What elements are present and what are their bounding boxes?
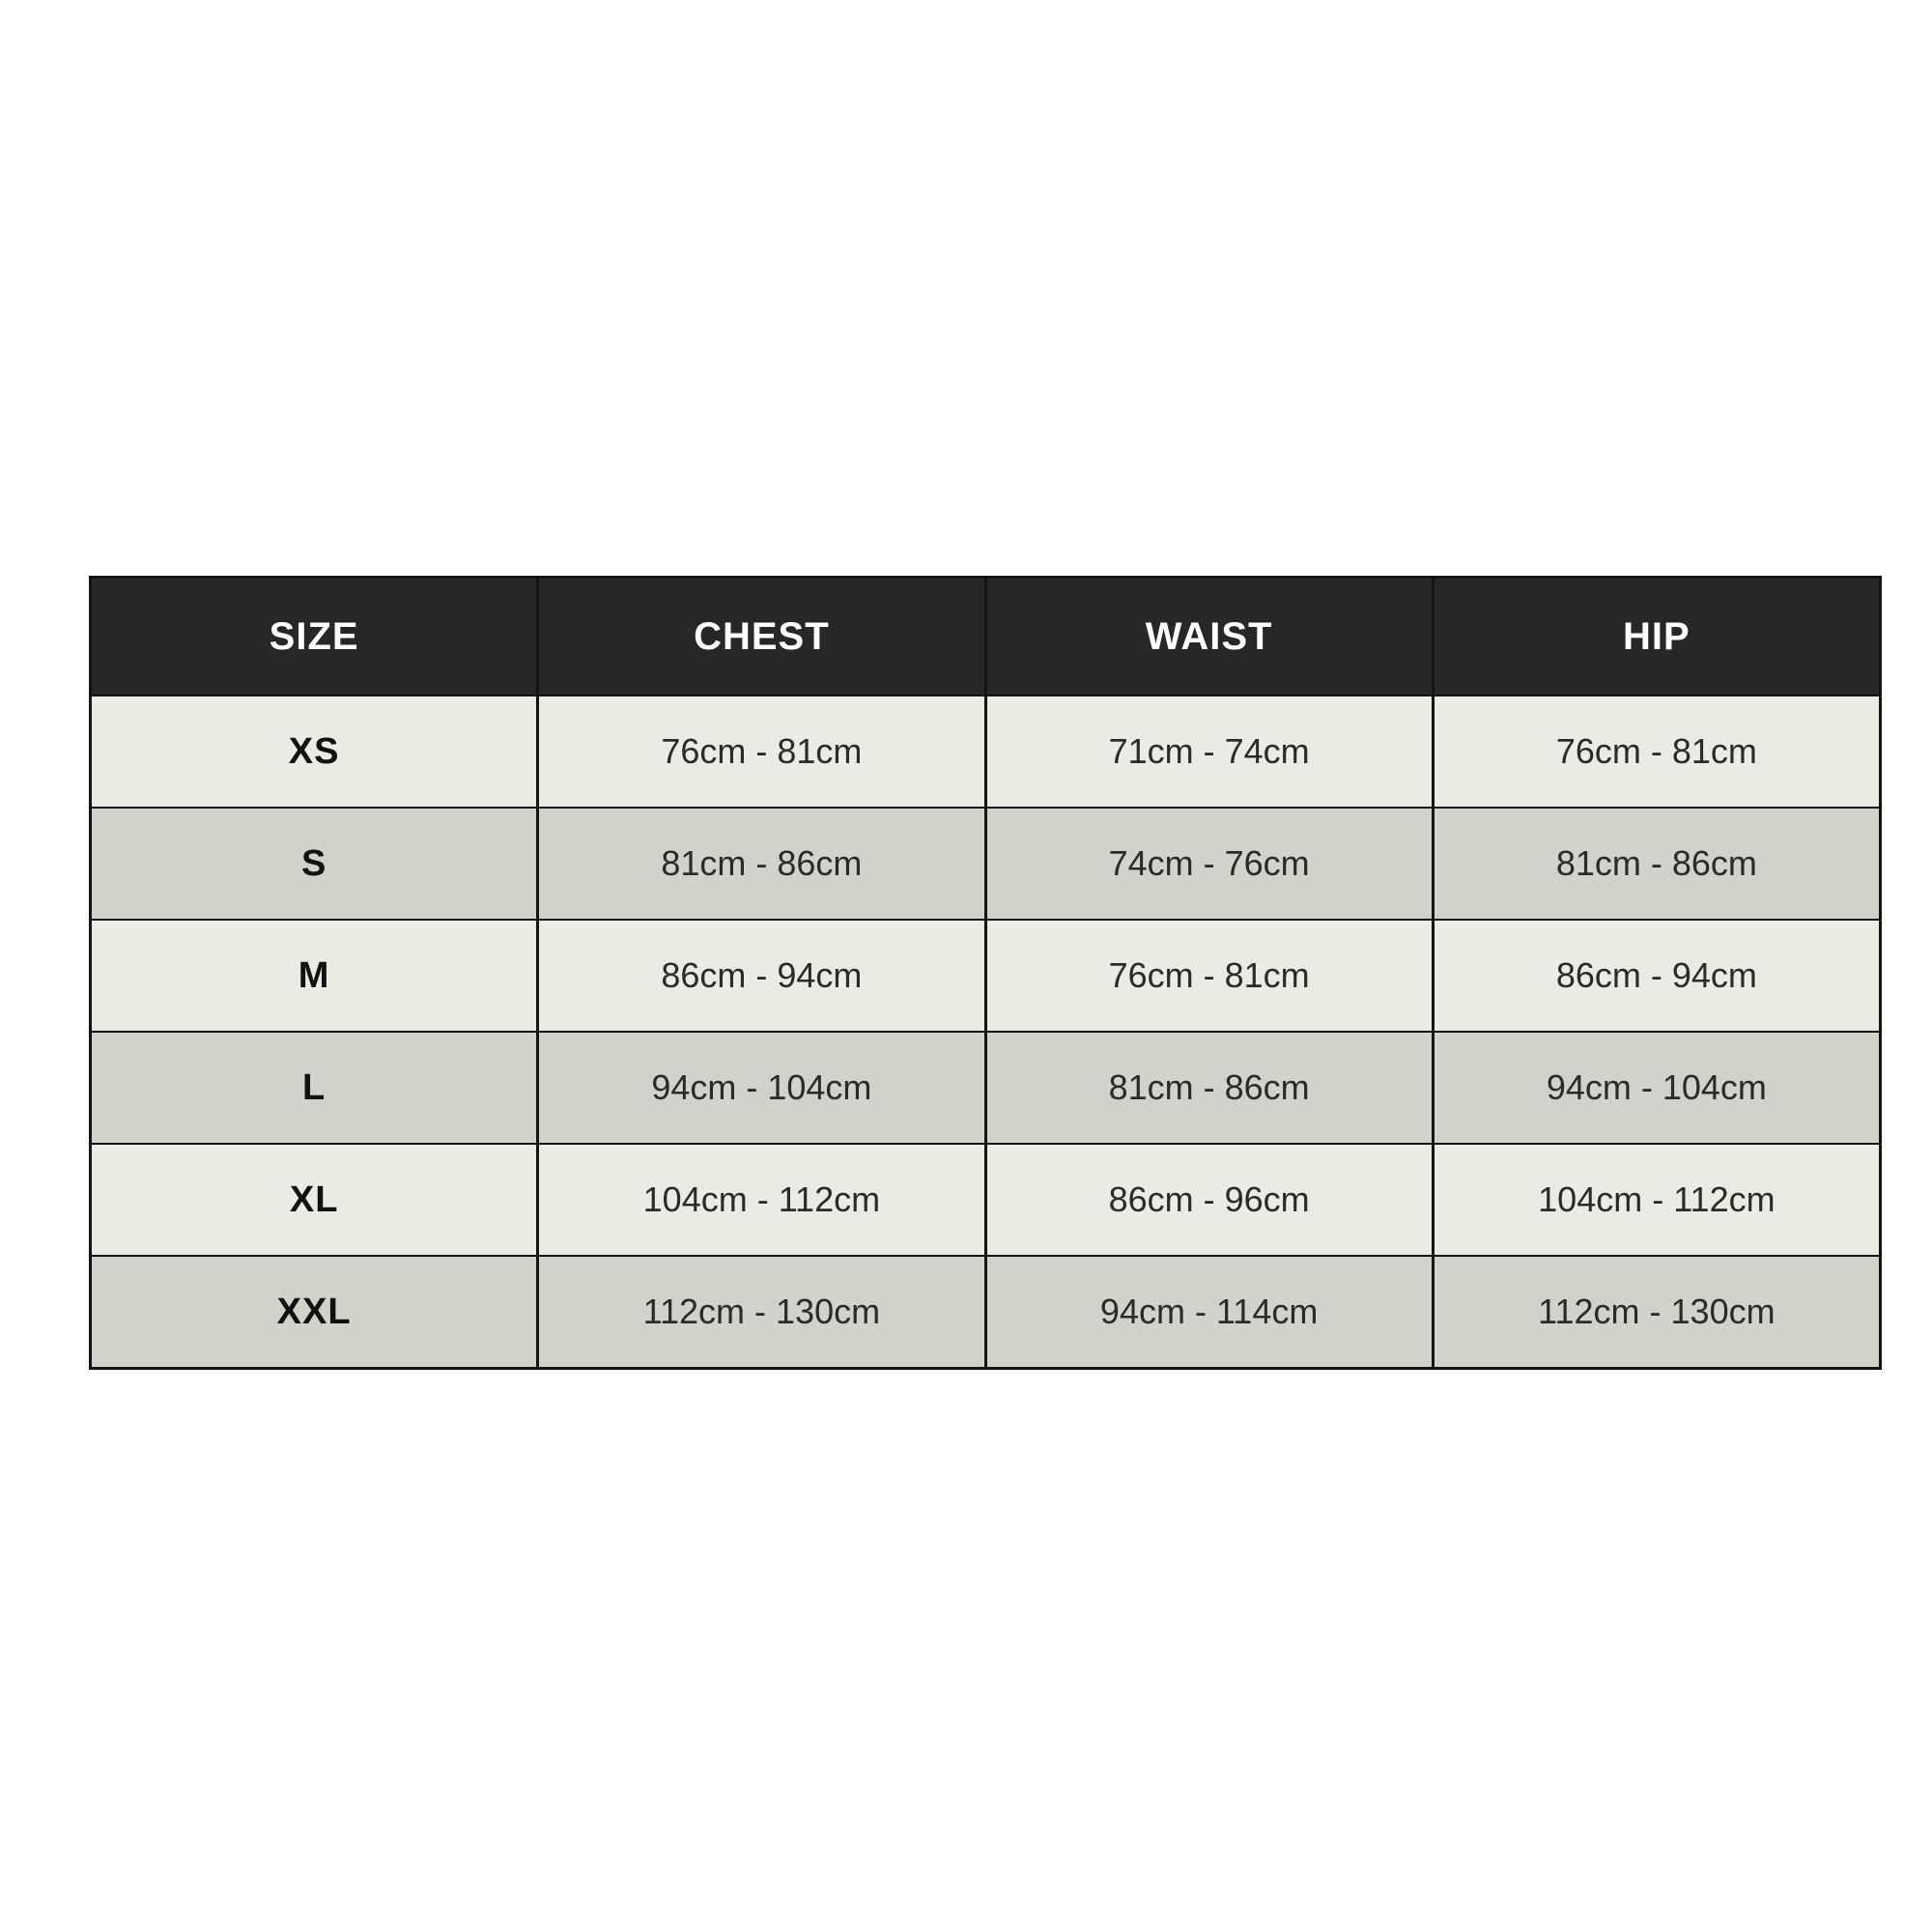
cell-chest-l: 94cm - 104cm xyxy=(539,1033,983,1143)
cell-hip-xl: 104cm - 112cm xyxy=(1435,1145,1879,1255)
cell-size-xl: XL xyxy=(92,1145,536,1255)
cell-chest-m: 86cm - 94cm xyxy=(539,921,983,1031)
cell-hip-xs: 76cm - 81cm xyxy=(1435,696,1879,807)
cell-waist-l: 81cm - 86cm xyxy=(987,1033,1432,1143)
cell-size-xs: XS xyxy=(92,696,536,807)
cell-size-m: M xyxy=(92,921,536,1031)
cell-chest-xs: 76cm - 81cm xyxy=(539,696,983,807)
cell-hip-s: 81cm - 86cm xyxy=(1435,809,1879,919)
cell-chest-xxl: 112cm - 130cm xyxy=(539,1257,983,1367)
header-cell-chest: CHEST xyxy=(539,579,983,695)
cell-waist-m: 76cm - 81cm xyxy=(987,921,1432,1031)
cell-hip-xxl: 112cm - 130cm xyxy=(1435,1257,1879,1367)
size-chart-table xyxy=(89,576,1882,1370)
header-cell-size: SIZE xyxy=(92,579,536,695)
cell-waist-xs: 71cm - 74cm xyxy=(987,696,1432,807)
cell-size-s: S xyxy=(92,809,536,919)
cell-chest-xl: 104cm - 112cm xyxy=(539,1145,983,1255)
cell-waist-xxl: 94cm - 114cm xyxy=(987,1257,1432,1367)
cell-size-xxl: XXL xyxy=(92,1257,536,1367)
cell-hip-l: 94cm - 104cm xyxy=(1435,1033,1879,1143)
cell-size-l: L xyxy=(92,1033,536,1143)
cell-waist-xl: 86cm - 96cm xyxy=(987,1145,1432,1255)
header-cell-hip: HIP xyxy=(1435,579,1879,695)
header-cell-waist: WAIST xyxy=(987,579,1432,695)
cell-chest-s: 81cm - 86cm xyxy=(539,809,983,919)
cell-waist-s: 74cm - 76cm xyxy=(987,809,1432,919)
cell-hip-m: 86cm - 94cm xyxy=(1435,921,1879,1031)
